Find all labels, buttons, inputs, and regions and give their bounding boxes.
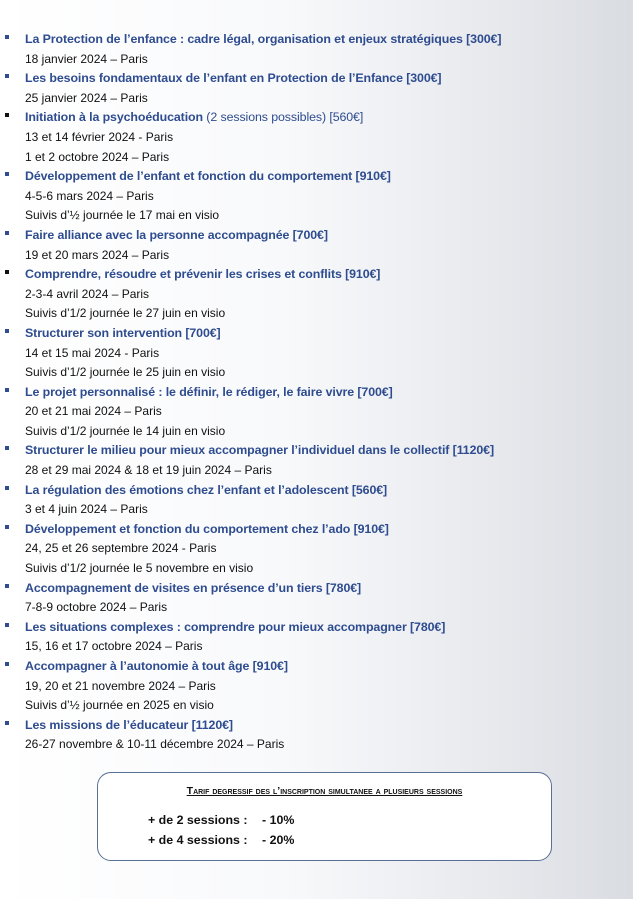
training-item — [0, 716, 633, 755]
training-title-text: Accompagnement de visites en présence d’un tiers [780€] — [25, 580, 362, 595]
training-title — [25, 716, 633, 736]
training-title-text: Initiation à la psychoéducation — [25, 110, 203, 125]
training-date-line: 2-3-4 avril 2024 – Paris — [25, 286, 150, 301]
training-title-text: Le projet personnalisé : le définir, le rédiger, le faire vivre [700€] — [25, 384, 393, 399]
training-title — [25, 383, 633, 403]
training-date-line: Suivis d’1/2 journée le 14 juin en visio — [25, 423, 226, 438]
training-title-text: Comprendre, résoudre et prévenir les crises et conflits [910€] — [25, 267, 381, 282]
training-item — [0, 579, 633, 618]
training-date-line: Suivis d’1/2 journée le 25 juin en visio — [25, 365, 226, 380]
square-bullet-icon — [5, 446, 9, 450]
training-title-text: Structurer son intervention [700€] — [25, 325, 221, 340]
training-date-line: 20 et 21 mai 2024 – Paris — [25, 404, 162, 419]
square-bullet-icon — [5, 329, 9, 333]
training-title-text: Développement et fonction du comportement chez l’ado [910€] — [25, 521, 389, 536]
training-date-line: 19 et 20 mars 2024 – Paris — [25, 247, 170, 262]
training-date-line: 24, 25 et 26 septembre 2024 - Paris — [25, 541, 217, 556]
square-bullet-icon — [5, 35, 9, 39]
training-date-line: 1 et 2 octobre 2024 – Paris — [25, 149, 170, 164]
square-bullet-icon — [5, 525, 9, 529]
square-bullet-icon — [5, 388, 9, 392]
training-date-line: 4-5-6 mars 2024 – Paris — [25, 188, 154, 203]
training-date-line: 19, 20 et 21 novembre 2024 – Paris — [25, 678, 216, 693]
square-bullet-icon — [5, 623, 9, 627]
training-date-line: 3 et 4 juin 2024 – Paris — [25, 502, 148, 517]
training-date-line: 14 et 15 mai 2024 - Paris — [25, 345, 160, 360]
square-bullet-icon — [5, 74, 9, 78]
pricing-row-label: + de 4 sessions : — [148, 833, 248, 847]
training-title — [25, 324, 633, 344]
training-date-line: Suivis d’½ journée le 17 mai en visio — [25, 208, 220, 223]
training-item — [0, 108, 633, 167]
training-date-line: 25 janvier 2024 – Paris — [25, 90, 148, 105]
pricing-row-2-sessions — [148, 813, 294, 827]
training-date-line: 13 et 14 février 2024 - Paris — [25, 129, 174, 144]
training-list — [0, 30, 633, 755]
training-title — [25, 69, 633, 89]
square-bullet-icon — [5, 231, 9, 235]
training-title — [25, 579, 633, 599]
square-bullet-icon — [5, 721, 9, 725]
square-bullet-icon — [5, 113, 9, 117]
training-title-text: La Protection de l’enfance : cadre légal, organisation et enjeux stratégiques [300€] — [25, 32, 502, 46]
pricing-row-4-sessions — [148, 833, 294, 847]
training-title — [25, 167, 633, 187]
training-title-text: Faire alliance avec la personne accompagnée [700€] — [25, 227, 328, 242]
square-bullet-icon — [5, 270, 9, 274]
training-date-line: Suivis d’1/2 journée le 5 novembre en visio — [25, 561, 254, 576]
training-title — [25, 441, 633, 461]
training-title-text: La régulation des émotions chez l’enfant et l’adolescent [560€] — [25, 482, 388, 497]
training-title — [25, 108, 633, 128]
pricing-row-value: - 10% — [262, 813, 295, 827]
pricing-row-label: + de 2 sessions : — [148, 813, 248, 827]
training-title-note: (2 sessions possibles) [560€] — [202, 110, 364, 125]
training-title-text: Les missions de l’éducateur [1120€] — [25, 717, 233, 732]
training-item — [0, 69, 633, 108]
training-item — [0, 383, 633, 442]
training-title-text: Développement de l’enfant et fonction du comportement [910€] — [25, 169, 391, 184]
training-title — [25, 481, 633, 501]
square-bullet-icon — [5, 172, 9, 176]
training-title — [25, 657, 633, 677]
training-item — [0, 441, 633, 480]
training-title — [25, 30, 633, 50]
training-item — [0, 324, 633, 383]
training-item — [0, 657, 633, 716]
training-date-line: Suivis d’1/2 journée le 27 juin en visio — [25, 306, 226, 321]
training-item — [0, 618, 633, 657]
training-title — [25, 520, 633, 540]
training-item — [0, 167, 633, 226]
square-bullet-icon — [5, 584, 9, 588]
training-item — [0, 265, 633, 324]
training-date-line: 7-8-9 octobre 2024 – Paris — [25, 600, 168, 615]
training-title — [25, 226, 633, 246]
training-title-text: Les besoins fondamentaux de l’enfant en Protection de l’Enfance [300€] — [25, 71, 442, 86]
training-date-line: Suivis d’½ journée en 2025 en visio — [25, 698, 214, 713]
pricing-box — [97, 772, 552, 861]
pricing-title: Tarif degressif des l’inscription simultanee a plusieurs sessions — [186, 785, 463, 797]
square-bullet-icon — [5, 662, 9, 666]
training-item — [0, 30, 633, 69]
training-item — [0, 481, 633, 520]
pricing-row-value: - 20% — [262, 833, 295, 847]
training-title-text: Structurer le milieu pour mieux accompagner l’individuel dans le collectif [1120€] — [25, 443, 494, 458]
training-title — [25, 618, 633, 638]
training-date-line: 18 janvier 2024 – Paris — [25, 51, 148, 66]
training-date-line: 26-27 novembre & 10-11 décembre 2024 – Paris — [25, 737, 285, 752]
training-title — [25, 265, 633, 285]
square-bullet-icon — [5, 486, 9, 490]
training-title-text: Les situations complexes : comprendre pour mieux accompagner [780€] — [25, 619, 446, 634]
training-item — [0, 226, 633, 265]
training-item — [0, 520, 633, 579]
training-date-line: 15, 16 et 17 octobre 2024 – Paris — [25, 639, 203, 654]
training-title-text: Accompagner à l’autonomie à tout âge [910€] — [25, 659, 288, 673]
training-date-line: 28 et 29 mai 2024 & 18 et 19 juin 2024 – Paris — [25, 463, 272, 478]
